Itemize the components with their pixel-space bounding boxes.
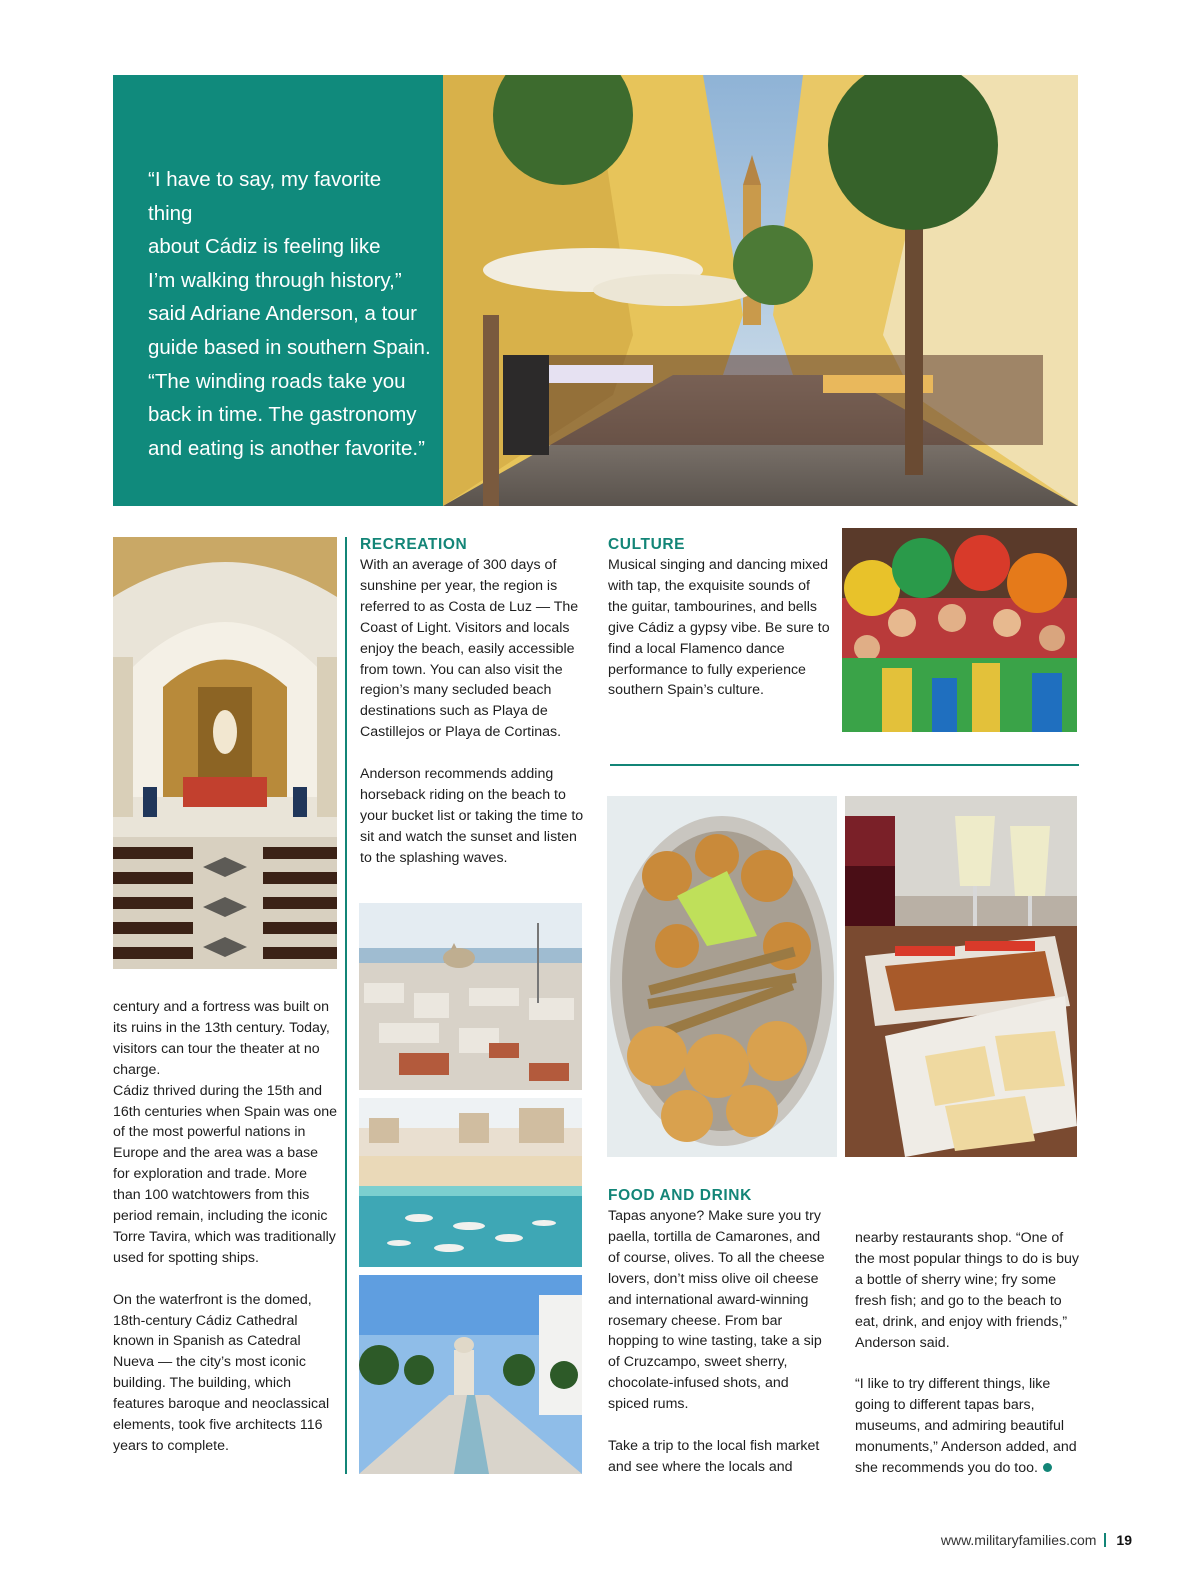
beach-boats-photo [359, 1098, 582, 1267]
footer-url[interactable]: www.militaryfamilies.com [940, 1532, 1097, 1548]
food-paragraph: nearby restaurants shop. “One of the most popular things to do is buy a bottle of sherry wine; fry some fresh fish; and go to the beach to eat, drink, and enjoy with friends,” Anderson said. [855, 1230, 1079, 1351]
history-paragraph: century and a fortress was built on its ruins in the 13th century. Today, visitors can tour the theater at no charge. Cádiz thrived during the 15th and 16th centuries when Spain was one of the most powerful nations in Europe and the area was a base for exploration and trade. More than 100 watchtowers from this period remain, including the iconic Torre Tavira, which was traditionally used for spotting ships. [113, 999, 337, 1266]
footer-separator [1104, 1533, 1106, 1547]
food-drink-heading: FOOD AND DRINK [608, 1187, 752, 1204]
food-drink-section [608, 1186, 833, 1478]
carnival-performers-photo [842, 528, 1077, 732]
food-paragraph: Take a trip to the local fish market and see where the locals and [608, 1437, 820, 1475]
culture-section [608, 535, 833, 701]
end-mark-icon [1043, 1463, 1052, 1472]
left-column-text [113, 997, 338, 1457]
culture-heading: CULTURE [608, 536, 686, 553]
fried-fish-platter-photo [607, 796, 837, 1157]
city-aerial-photo [359, 903, 582, 1090]
section-divider [610, 764, 1079, 766]
column-divider [345, 537, 347, 1474]
recreation-section [360, 535, 585, 869]
page-number: 19 [1116, 1532, 1132, 1548]
recreation-paragraph: With an average of 300 days of sunshine per year, the region is referred to as Costa de Luz — The Coast of Light. Visitors and locals enjoy the beach, easily accessible from town. You can also visit the region’s many secluded beach destinations such as Playa de Castillejos or Playa de Cortinas. [360, 557, 579, 741]
cathedral-paragraph: On the waterfront is the domed, 18th-century Cádiz Cathedral known in Spanish as Catedral Nueva — the city’s most iconic building. The building, which features baroque and neoclassical elements, took five architects 116 years to complete. [113, 1291, 330, 1455]
food-paragraph [855, 1374, 1080, 1479]
promenade-photo [359, 1275, 582, 1474]
page-footer [941, 1530, 1132, 1550]
closing-quote: “I like to try different things, like going to different tapas bars, museums, and admiring beautiful monuments,” Anderson added, and she recommends you do too. [855, 1376, 1077, 1476]
pull-quote: “I have to say, my favorite thing about Cádiz is feeling like I’m walking through history,” said Adriane Anderson, a tour guide based in southern Spain. “The winding roads take you back in time. The gastronomy and eating is another favorite.” [148, 168, 431, 460]
church-interior-photo [113, 537, 337, 969]
tapas-wine-photo [845, 796, 1077, 1157]
street-cafe-photo [443, 75, 1078, 506]
recreation-paragraph: Anderson recommends adding horseback riding on the beach to your bucket list or taking the time to sit and watch the sunset and listen to the splashing waves. [360, 766, 584, 866]
food-paragraph: Tapas anyone? Make sure you try paella, tortilla de Camarones, and of course, olives. To all the cheese lovers, don’t miss olive oil cheese and international award-winning rosemary cheese. From bar hopping to wine tasting, take a sip of Cruzcampo, sweet sherry, chocolate-infused shots, and spiced rums. [608, 1208, 825, 1413]
culture-paragraph: Musical singing and dancing mixed with tap, the exquisite sounds of the guitar, tambourines, and bells give Cádiz a gypsy vibe. Be sure to find a local Flamenco dance performance to fully experience southern Spain’s culture. [608, 557, 830, 699]
recreation-heading: RECREATION [360, 536, 468, 553]
food-drink-continued [855, 1228, 1080, 1479]
pull-quote-box [113, 75, 443, 506]
